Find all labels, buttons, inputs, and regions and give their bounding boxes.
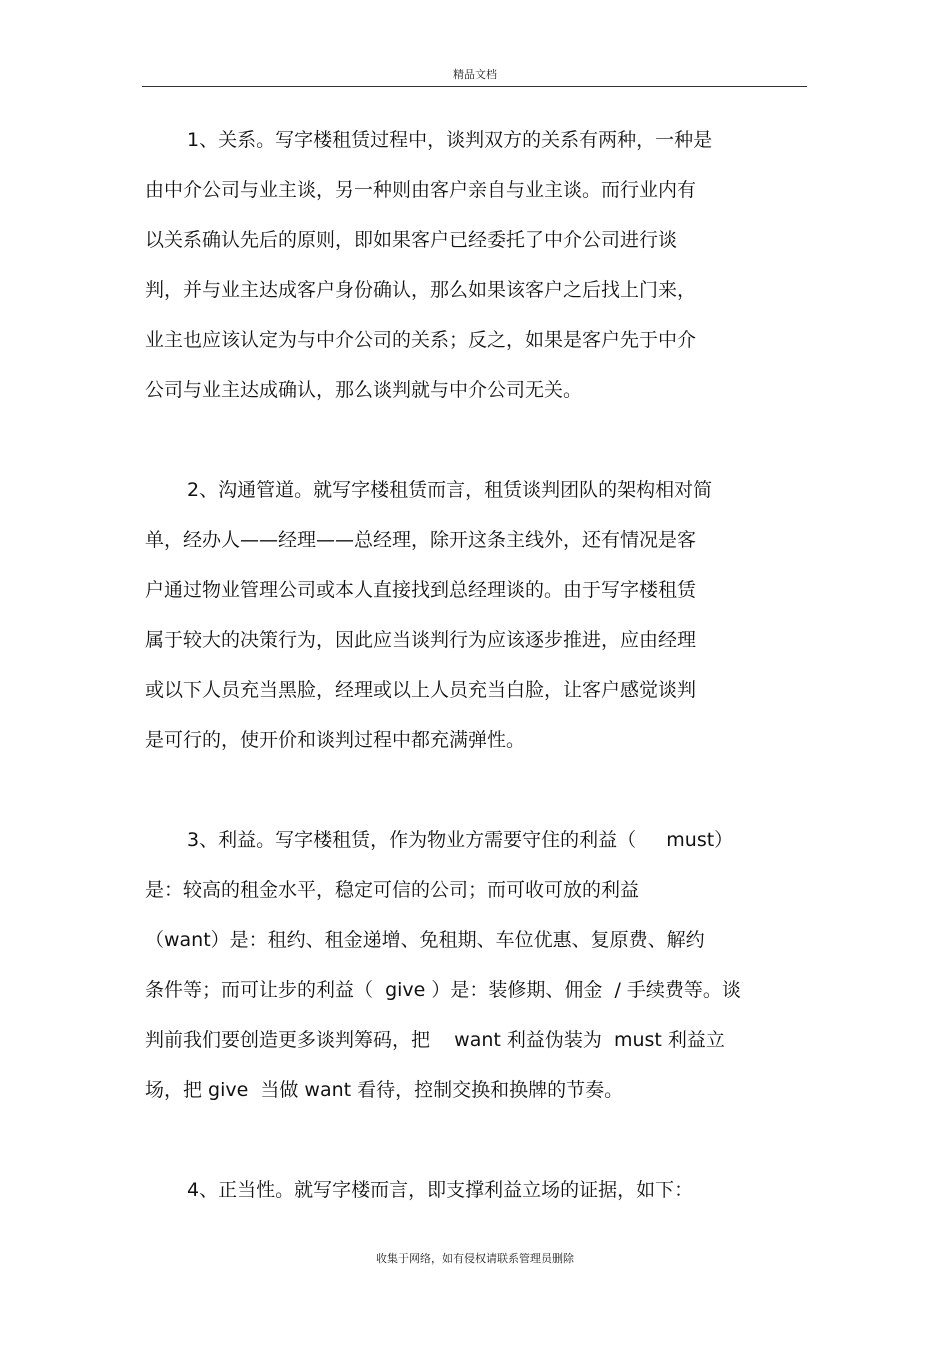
paragraph-1-line-5: 业主也应该认定为与中介公司的关系；反之，如果是客户先于中介 [145,329,697,351]
paragraph-2-line-5: 或以下人员充当黑脸，经理或以上人员充当白脸，让客户感觉谈判 [145,679,697,701]
paragraph-1-line-4: 判，并与业主达成客户身份确认，那么如果该客户之后找上门来， [145,279,697,301]
paragraph-3-line-4: 条件等；而可让步的利益（ give ）是：装修期、佣金 / 手续费等。谈 [145,979,741,1001]
paragraph-1-line-2: 由中介公司与业主谈，另一种则由客户亲自与业主谈。而行业内有 [145,179,697,201]
paragraph-1-line-3: 以关系确认先后的原则，即如果客户已经委托了中介公司进行谈 [145,229,678,251]
paragraph-3-line-1: 3、利益。写字楼租赁，作为物业方需要守住的利益（ must） [187,829,734,851]
header-rule [142,86,807,87]
paragraph-2-line-1: 2、沟通管道。就写字楼租赁而言，租赁谈判团队的架构相对简 [187,479,713,501]
page-footer: 收集于网络，如有侵权请联系管理员删除 [376,1252,574,1265]
paragraph-1-line-1: 1、关系。写字楼租赁过程中，谈判双方的关系有两种，一种是 [187,129,713,151]
page-header: 精品文档 [453,68,497,81]
paragraph-2-line-2: 单，经办人——经理——总经理，除开这条主线外，还有情况是客 [145,529,697,551]
paragraph-2-line-6: 是可行的，使开价和谈判过程中都充满弹性。 [145,729,526,751]
paragraph-1-line-6: 公司与业主达成确认，那么谈判就与中介公司无关。 [145,379,583,401]
paragraph-3-line-6: 场，把 give 当做 want 看待，控制交换和换牌的节奏。 [145,1079,624,1101]
paragraph-3-line-3: （want）是：租约、租金递增、免租期、车位优惠、复原费、解约 [145,929,705,951]
paragraph-3-line-2: 是：较高的租金水平，稳定可信的公司；而可收可放的利益 [145,879,640,901]
paragraph-2-line-3: 户通过物业管理公司或本人直接找到总经理谈的。由于写字楼租赁 [145,579,697,601]
paragraph-4-line-1: 4、正当性。就写字楼而言，即支撑利益立场的证据，如下： [187,1179,694,1201]
paragraph-3-line-5: 判前我们要创造更多谈判筹码，把 want 利益伪装为 must 利益立 [145,1029,725,1051]
paragraph-2-line-4: 属于较大的决策行为，因此应当谈判行为应该逐步推进，应由经理 [145,629,697,651]
